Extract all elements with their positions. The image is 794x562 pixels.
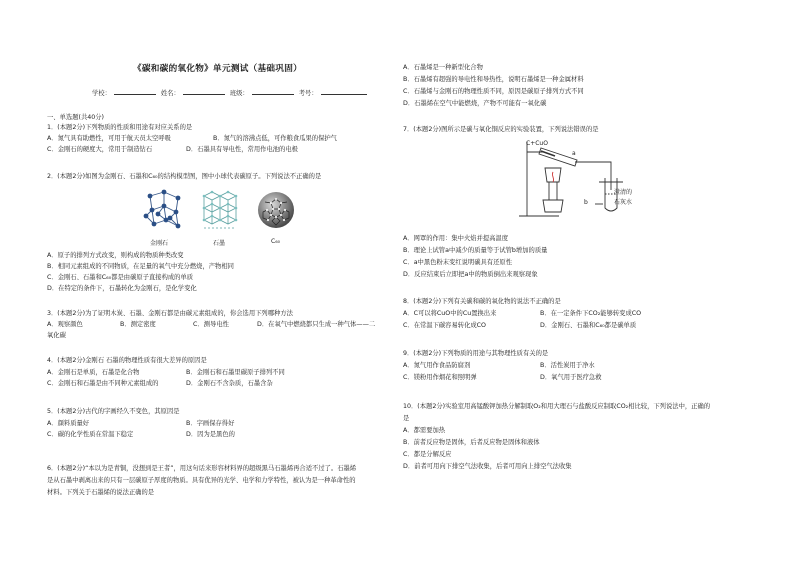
q5-option-c[interactable]: C．碳的化学性质在常温下稳定 <box>47 431 134 438</box>
q7-option-d[interactable]: D．反应结束后立即把a中的物质倒出来观察现象 <box>403 271 538 278</box>
page-title: 《碳和碳的氧化物》单元测试（基础巩固） <box>133 64 302 74</box>
q2-option-d[interactable]: D．在特定的条件下，石墨转化为金刚石，是化学变化 <box>47 285 197 292</box>
q3-stem: 3．(本题2分)为了证明木炭、石墨、金刚石都是由碳元素组成的，你会选用下列哪种方法 <box>47 310 293 317</box>
q5-stem: 5．(本题2分)古代的字画经久不变色，其原因是 <box>47 408 180 415</box>
q8-option-b[interactable]: B．在一定条件下CO₂能够转变成CO <box>540 310 642 317</box>
graphite-label: 石墨 <box>213 240 226 247</box>
q10-option-a[interactable]: A．都需要加热 <box>403 427 446 434</box>
fig-a-label: a <box>572 150 576 157</box>
fig-lime-label-2: 石灰水 <box>614 199 633 206</box>
diamond-label: 金刚石 <box>150 240 169 247</box>
graphite-structure-icon <box>200 190 240 232</box>
q6-stem-line3: 材料。下列关于石墨烯的说法正确的是 <box>47 489 155 496</box>
name-blank[interactable] <box>183 88 225 95</box>
q10-option-c[interactable]: C．都是分解反应 <box>403 451 452 458</box>
class-label: 班级： <box>229 90 249 97</box>
name-label: 姓名： <box>160 90 180 97</box>
q5-option-b[interactable]: B．字画保存得好 <box>186 420 235 427</box>
q7-stem: 7．(本题2分)图所示是碳与氧化铜反应的实验装置，下列说法错误的是 <box>403 126 599 133</box>
q8-option-c[interactable]: C．在常温下碳容易转化成CO <box>403 322 487 329</box>
q9-option-c[interactable]: C．镁粉用作烟花和照明弹 <box>403 374 477 381</box>
q3-option-c[interactable]: C．测导电性 <box>193 321 229 328</box>
class-blank[interactable] <box>252 88 294 95</box>
q4-stem: 4．(本题2分)金刚石 石墨的物理性质有很大差异的原因是 <box>47 357 207 364</box>
q6-stem-line1: 6．(本题2分)“本以为是青铜，没想到是王者”，用这句话来形容材料界的超级黑马石墨烯再合适不过了。石墨烯 <box>47 465 357 472</box>
q2-stem: 2．(本题2分)如图为金刚石、石墨和C₆₀的结构模型图，图中小球代表碳原子。下列说法不正确的是 <box>47 173 322 180</box>
section-heading: 一、单选题(共40分) <box>47 114 105 121</box>
q6-option-b[interactable]: B．石墨烯有超强的导电性和导热性，说明石墨烯是一种金属材料 <box>403 76 584 83</box>
q1-option-c[interactable]: C．金刚石的硬度大，常用于制造钻石 <box>47 146 153 153</box>
q4-option-a[interactable]: A．金刚石是单质，石墨是化合物 <box>47 369 140 376</box>
q3-option-b[interactable]: B．测定密度 <box>120 321 156 328</box>
q6-option-a[interactable]: A．石墨烯是一种新型化合物 <box>403 64 483 71</box>
q9-stem: 9．(本题2分)下列物质的用途与其物理性质有关的是 <box>403 350 549 357</box>
fig-c-cuo-label: C+CuO <box>526 140 548 147</box>
q2-option-b[interactable]: B．相同元素组成的不同物质，在足量的氧气中充分燃烧，产物相同 <box>47 263 234 270</box>
apparatus-diagram-icon <box>515 138 650 220</box>
q1-stem: 1．(本题2分)下列物质的性质和用途有对应关系的是 <box>47 124 193 131</box>
school-blank[interactable] <box>114 88 156 95</box>
student-info-line <box>92 88 370 97</box>
q1-option-b[interactable]: B．氮气的溶沸点低，可作粮食瓜果的保护气 <box>213 135 337 142</box>
q4-option-c[interactable]: C．金刚石和石墨是由不同种元素组成的 <box>47 380 159 387</box>
q4-option-d[interactable]: D．金刚石不含杂质，石墨含杂 <box>186 380 273 387</box>
q7-option-b[interactable]: B．理论上试管a中减少的质量等于试管b增加的质量 <box>403 247 548 254</box>
fig-b-label: b <box>584 199 588 206</box>
diamond-structure-icon <box>142 188 186 234</box>
q9-option-b[interactable]: B．活性炭用于净水 <box>540 362 595 369</box>
q7-option-c[interactable]: C．a中黑色粉末变红说明碳具有还原性 <box>403 259 513 266</box>
q3-option-a[interactable]: A．观察颜色 <box>47 321 83 328</box>
q6-stem-line2: 是从石墨中剥离出来的只有一层碳原子厚度的物质。具有优异的光学、电学和力学特性，被认为是一种革命性的 <box>47 477 356 484</box>
q6-option-c[interactable]: C．石墨烯与金刚石的物理性质不同，原因是碳原子排列方式不同 <box>403 88 584 95</box>
q7-option-a[interactable]: A．网罩的作用：集中火焰并提高温度 <box>403 235 509 242</box>
q3-option-d[interactable]: D．在氧气中燃烧都只生成一种气体——二 <box>257 321 376 328</box>
q2-option-c[interactable]: C．金刚石、石墨和C₆₀都是由碳原子直接构成的单质 <box>47 274 194 281</box>
c60-label: C₆₀ <box>271 238 280 245</box>
q10-option-b[interactable]: B．前者反应物是固体，后者反应物是固体和液体 <box>403 439 540 446</box>
q10-stem-line1: 10．(本题2分)实验室用高锰酸钾加热分解制取O₂和用大理石与盐酸反应制取CO₂相比较，下列说法中，正确的 <box>403 403 711 410</box>
q4-option-b[interactable]: B．金刚石和石墨里碳原子排列不同 <box>186 369 285 376</box>
school-label: 学校： <box>92 90 111 97</box>
q8-option-a[interactable]: A．C可以将CuO中的Cu置换出来 <box>403 310 497 317</box>
q3-option-d-cont: 氧化碳 <box>47 332 66 339</box>
fig-lime-label-1: 澄清的 <box>614 189 633 196</box>
exam-no-label: 考号： <box>298 90 318 97</box>
q10-stem-line2: 是 <box>403 415 410 422</box>
q8-option-d[interactable]: D．金刚石、石墨和C₆₀都是碳单质 <box>540 322 637 329</box>
q2-option-a[interactable]: A．原子的排列方式改变，则构成的物质种类改变 <box>47 252 184 259</box>
q1-option-a[interactable]: A．氮气具有助燃性，可用于航天员太空呼吸 <box>47 135 171 142</box>
q9-option-a[interactable]: A．氮气用作食品防腐剂 <box>403 362 471 369</box>
q10-option-d[interactable]: D．前者可用向下排空气法收集，后者可用向上排空气法收集 <box>403 463 572 470</box>
q6-option-d[interactable]: D．石墨烯在空气中能燃烧，产物不可能有一氧化碳 <box>403 100 547 107</box>
q1-option-d[interactable]: D．石墨具有导电性，常用作电池的电极 <box>186 146 298 153</box>
c60-structure-icon <box>256 190 296 230</box>
q5-option-d[interactable]: D．因为是黑色的 <box>186 431 235 438</box>
exam-no-blank[interactable] <box>321 88 367 95</box>
q9-option-d[interactable]: D．氧气用于医疗急救 <box>540 374 602 381</box>
q8-stem: 8．(本题2分)下列有关碳和碳的氧化物的说法不正确的是 <box>403 298 561 305</box>
q5-option-a[interactable]: A．颜料质量好 <box>47 420 90 427</box>
